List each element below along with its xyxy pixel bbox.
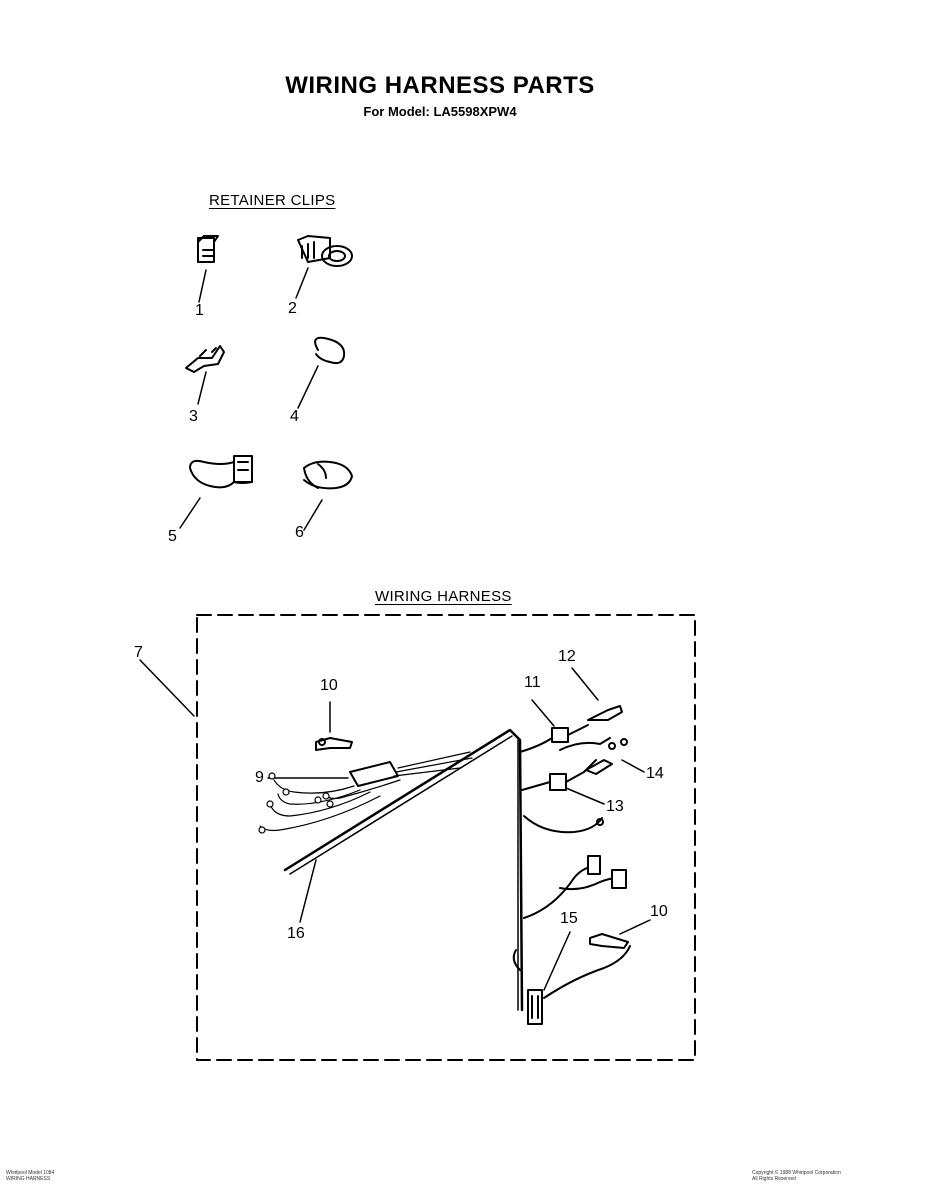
leader-11 (532, 700, 554, 726)
leader-12 (572, 668, 598, 700)
terminal-12 (588, 706, 622, 720)
terminal-10-upper (316, 738, 352, 750)
harness-trunk (285, 730, 522, 1010)
callout-2: 2 (288, 300, 297, 317)
callout-3: 3 (189, 408, 198, 425)
footer-right (752, 1170, 841, 1182)
connector-11 (520, 725, 588, 752)
leader-15 (544, 932, 570, 990)
callout-16: 16 (287, 925, 305, 942)
terminal-10-lower (544, 934, 630, 998)
footer-right-line2: All Rights Reserved (752, 1176, 796, 1182)
callout-6: 6 (295, 524, 304, 541)
footer-right-line1: Copyright © 1988 Whirlpool Corporation (752, 1170, 841, 1176)
connector-14 (560, 738, 627, 774)
callout-11: 11 (524, 674, 541, 691)
leader-16 (300, 860, 316, 922)
callout-13: 13 (606, 798, 624, 815)
lower-right-connectors (524, 856, 626, 918)
retainer-clip-4 (315, 338, 344, 363)
leader-5 (180, 498, 200, 528)
leader-4 (298, 366, 318, 408)
leader-7 (140, 660, 194, 716)
model-subtitle: For Model: LA5598XPW4 (363, 104, 517, 119)
retainer-clip-3 (186, 346, 224, 372)
leader-14 (622, 760, 644, 772)
leader-6 (304, 500, 322, 530)
callout-5: 5 (168, 528, 177, 545)
page-title: WIRING HARNESS PARTS (285, 72, 595, 99)
retainer-clip-2 (298, 236, 352, 266)
callout-14: 14 (646, 765, 664, 782)
leader-1 (199, 270, 206, 302)
harness-border (197, 615, 695, 1060)
callout-12: 12 (558, 648, 576, 665)
retainer-clips-heading: RETAINER CLIPS (209, 192, 336, 209)
leader-13 (566, 788, 604, 804)
callout-9: 9 (255, 769, 264, 786)
retainer-clip-5 (190, 456, 252, 487)
footer-left-line2: WIRING HARNESS (6, 1176, 51, 1182)
footer-left (6, 1170, 54, 1182)
leader-10-lower (620, 920, 650, 934)
callout-7: 7 (134, 644, 143, 661)
callout-15: 15 (560, 910, 578, 927)
retainer-clip-6 (304, 462, 352, 489)
wiring-harness-heading: WIRING HARNESS (375, 588, 512, 605)
callout-4: 4 (290, 408, 299, 425)
leader-3 (198, 372, 206, 404)
callout-10-upper: 10 (320, 677, 338, 694)
retainer-clip-1 (198, 236, 218, 262)
left-terminals (259, 773, 333, 833)
callout-10-lower: 10 (650, 903, 668, 920)
callout-1: 1 (195, 302, 204, 319)
leader-2 (296, 268, 308, 298)
footer-left-line1: Whirlpool Model 1084 (6, 1170, 55, 1176)
